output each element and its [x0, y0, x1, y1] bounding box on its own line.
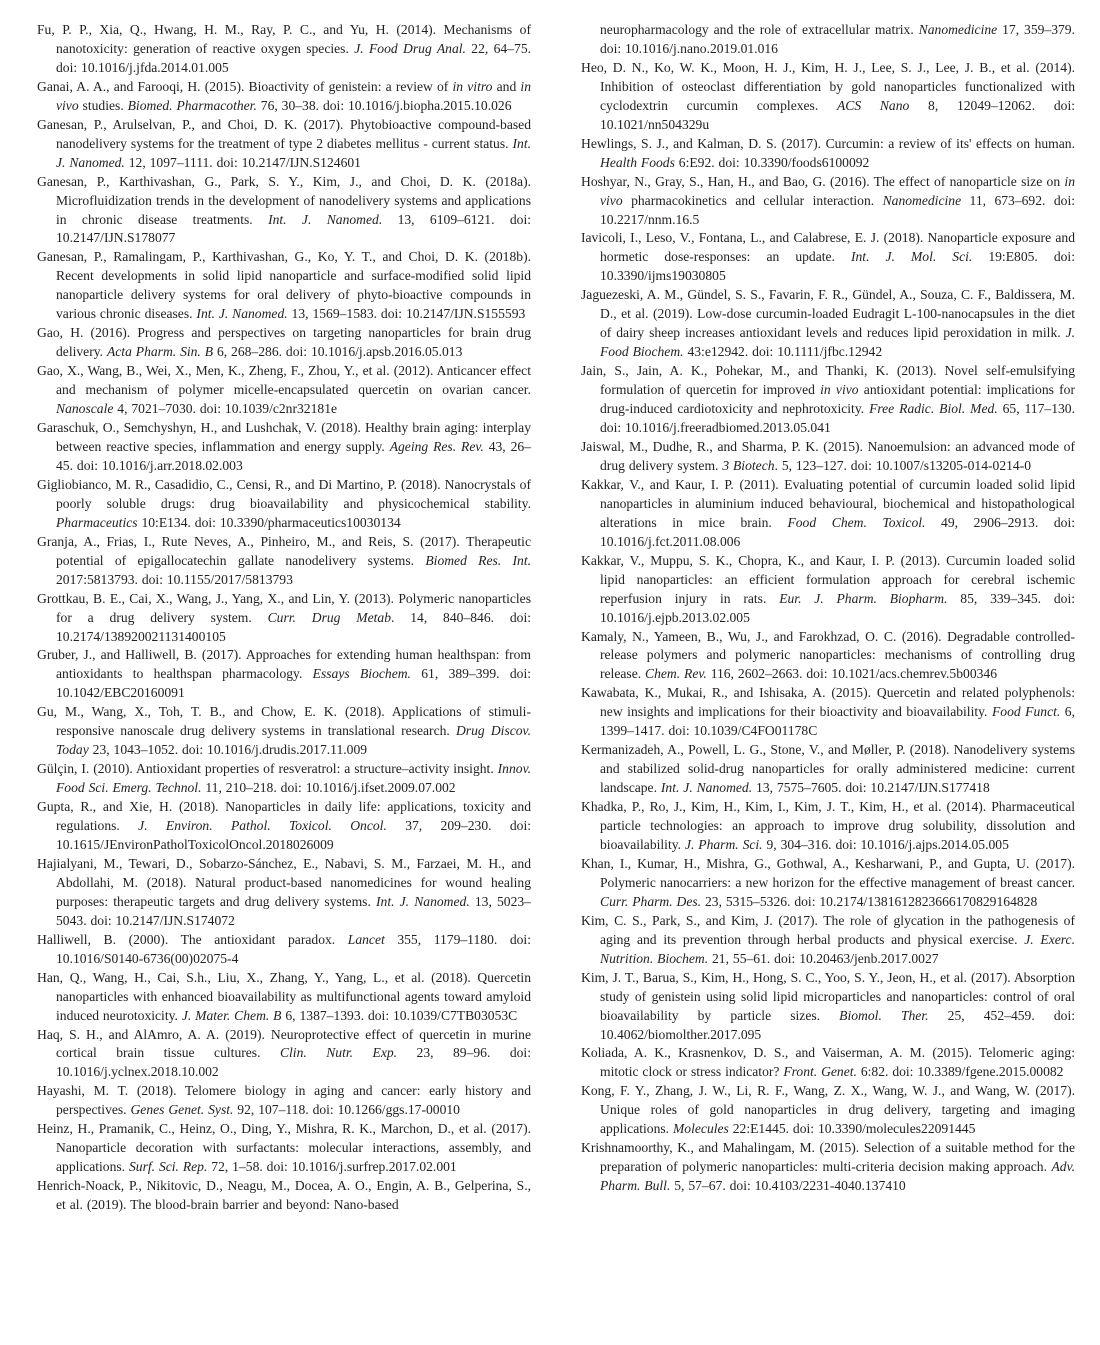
reference-entry: Kamaly, N., Yameen, B., Wu, J., and Farokhzad, O. C. (2016). Degradable controlled-release polymers and polymeric nanoparticles: mechanisms of controlling drug release. Chem. Rev. 116, 2602–2663. doi: 10.1021/acs.chemrev.5b00346	[581, 628, 1075, 682]
reference-entry: Hayashi, M. T. (2018). Telomere biology in aging and cancer: early history and perspectives. Genes Genet. Syst. 92, 107–118. doi: 10.1266/ggs.17-00010	[37, 1083, 531, 1118]
references-column-right	[581, 21, 1075, 1345]
reference-entry: Khan, I., Kumar, H., Mishra, G., Gothwal, A., Kesharwani, P., and Gupta, U. (2017). Polymeric nanocarriers: a new horizon for the effective management of breast cancer. Curr. Pharm. Des. 23, 5315–5326. doi: 10.2174/1381612823666170829164828	[581, 855, 1075, 909]
reference-entry: Jaiswal, M., Dudhe, R., and Sharma, P. K. (2015). Nanoemulsion: an advanced mode of drug delivery system. 3 Biotech. 5, 123–127. doi: 10.1007/s13205-014-0214-0	[581, 438, 1075, 473]
reference-entry: Fu, P. P., Xia, Q., Hwang, H. M., Ray, P. C., and Yu, H. (2014). Mechanisms of nanotoxicity: generation of reactive oxygen species. J. Food Drug Anal. 22, 64–75. doi: 10.1016/j.jfda.2014.01.005	[37, 22, 532, 75]
reference-entry: Halliwell, B. (2000). The antioxidant paradox. Lancet 355, 1179–1180. doi: 10.1016/S0140-6736(00)02075-4	[37, 931, 531, 966]
reference-entry: Gao, X., Wang, B., Wei, X., Men, K., Zheng, F., Zhou, Y., et al. (2012). Anticancer effect and mechanism of polymer micelle-encapsulated quercetin on ovarian cancer. Nanoscale 4, 7021–7030. doi: 10.1039/c2nr32181e	[37, 363, 531, 417]
reference-entry: Hajialyani, M., Tewari, D., Sobarzo-Sánchez, E., Nabavi, S. M., Farzaei, M. H., and Abdollahi, M. (2018). Natural product-based nanomedicines for wound healing purposes: therapeutic targets and drug delivery systems. Int. J. Nanomed. 13, 5023–5043. doi: 10.2147/IJN.S174072	[37, 855, 531, 928]
reference-entry: Hoshyar, N., Gray, S., Han, H., and Bao, G. (2016). The effect of nanoparticle size on in vivo pharmacokinetics and cellular interaction. Nanomedicine 11, 673–692. doi: 10.2217/nnm.16.5	[581, 173, 1075, 227]
reference-entry: Gruber, J., and Halliwell, B. (2017). Approaches for extending human healthspan: from antioxidants to healthspan pharmacology. Essays Biochem. 61, 389–399. doi: 10.1042/EBC20160091	[37, 647, 531, 701]
reference-entry: Gülçin, I. (2010). Antioxidant properties of resveratrol: a structure–activity insight. Innov. Food Sci. Emerg. Technol. 11, 210–218. doi: 10.1016/j.ifset.2009.07.002	[37, 761, 531, 796]
reference-entry: Hewlings, S. J., and Kalman, D. S. (2017). Curcumin: a review of its' effects on human. Health Foods 6:E92. doi: 10.3390/foods6100092	[581, 135, 1075, 170]
reference-entry: Ganesan, P., Ramalingam, P., Karthivashan, G., Ko, Y. T., and Choi, D. K. (2018b). Recent developments in solid lipid nanoparticle and surface-modified solid lipid nanoparticle delivery systems for oral delivery of phyto-bioactive compounds in various chronic diseases. Int. J. Nanomed. 13, 1569–1583. doi: 10.2147/IJN.S155593	[37, 249, 531, 322]
reference-entry: Granja, A., Frias, I., Rute Neves, A., Pinheiro, M., and Reis, S. (2017). Therapeutic potential of epigallocatechin gallate nanodelivery systems. Biomed Res. Int. 2017:5813793. doi: 10.1155/2017/5813793	[37, 533, 531, 587]
reference-entry: Gupta, R., and Xie, H. (2018). Nanoparticles in daily life: applications, toxicity and regulations. J. Environ. Pathol. Toxicol. Oncol. 37, 209–230. doi: 10.1615/JEnvironPatholToxicolOncol.2018026009	[37, 799, 532, 852]
reference-entry: Gao, H. (2016). Progress and perspectives on targeting nanoparticles for brain drug delivery. Acta Pharm. Sin. B 6, 268–286. doi: 10.1016/j.apsb.2016.05.013	[37, 325, 531, 360]
reference-entry: Gu, M., Wang, X., Toh, T. B., and Chow, E. K. (2018). Applications of stimuli-responsive nanoscale drug delivery systems in translational research. Drug Discov. Today 23, 1043–1052. doi: 10.1016/j.drudis.2017.11.009	[37, 704, 531, 758]
reference-entry: Krishnamoorthy, K., and Mahalingam, M. (2015). Selection of a suitable method for the preparation of polymeric nanoparticles: multi-criteria decision making approach. Adv. Pharm. Bull. 5, 57–67. doi: 10.4103/2231-4040.137410	[581, 1140, 1075, 1194]
reference-entry: Henrich-Noack, P., Nikitovic, D., Neagu, M., Docea, A. O., Engin, A. B., Gelperina, S., et al. (2019). The blood-brain barrier and beyond: Nano-based	[37, 1178, 531, 1213]
reference-entry: Haq, S. H., and AlAmro, A. A. (2019). Neuroprotective effect of quercetin in murine cortical brain tissue cultures. Clin. Nutr. Exp. 23, 89–96. doi: 10.1016/j.yclnex.2018.10.002	[37, 1026, 531, 1080]
reference-entry: Gigliobianco, M. R., Casadidio, C., Censi, R., and Di Martino, P. (2018). Nanocrystals of poorly soluble drugs: drug bioavailability and physicochemical stability. Pharmaceutics 10:E134. doi: 10.3390/pharmaceutics10030134	[37, 476, 531, 530]
reference-entry: Kawabata, K., Mukai, R., and Ishisaka, A. (2015). Quercetin and related polyphenols: new insights and implications for their bioactivity and bioavailability. Food Funct. 6, 1399–1417. doi: 10.1039/C4FO01178C	[581, 685, 1076, 739]
reference-entry: Jain, S., Jain, A. K., Pohekar, M., and Thanki, K. (2013). Novel self-emulsifying formulation of quercetin for improved in vivo antioxidant potential: implications for drug-induced cardiotoxicity and nephrotoxicity. Free Radic. Biol. Med. 65, 117–130. doi: 10.1016/j.freeradbiomed.2013.05.041	[581, 363, 1075, 436]
reference-entry: Kim, C. S., Park, S., and Kim, J. (2017). The role of glycation in the pathogenesis of aging and its prevention through herbal products and physical exercise. J. Exerc. Nutrition. Biochem. 21, 55–61. doi: 10.20463/jenb.2017.0027	[581, 912, 1075, 966]
reference-entry: Heo, D. N., Ko, W. K., Moon, H. J., Kim, H. J., Lee, S. J., Lee, J. B., et al. (2014). Inhibition of osteoclast differentiation by gold nanoparticles functionalized with cyclodextrin curcumin complexes. ACS Nano 8, 12049–12062. doi: 10.1021/nn504329u	[581, 59, 1075, 132]
reference-entry: Garaschuk, O., Semchyshyn, H., and Lushchak, V. (2018). Healthy brain aging: interplay between reactive species, inflammation and energy supply. Ageing Res. Rev. 43, 26–45. doi: 10.1016/j.arr.2018.02.003	[37, 420, 531, 473]
reference-entry-continuation: neuropharmacology and the role of extracellular matrix. Nanomedicine 17, 359–379. doi: 10.1016/j.nano.2019.01.016	[600, 22, 1075, 56]
reference-entry: Ganai, A. A., and Farooqi, H. (2015). Bioactivity of genistein: a review of in vitro and in vivo studies. Biomed. Pharmacother. 76, 30–38. doi: 10.1016/j.biopha.2015.10.026	[37, 78, 531, 113]
reference-entry: Kakkar, V., Muppu, S. K., Chopra, K., and Kaur, I. P. (2013). Curcumin loaded solid lipid nanoparticles: an efficient formulation approach for cerebral ischemic reperfusion injury in rats. Eur. J. Pharm. Biopharm. 85, 339–345. doi: 10.1016/j.ejpb.2013.02.005	[581, 552, 1076, 625]
reference-entry: Han, Q., Wang, H., Cai, S.h., Liu, X., Zhang, Y., Yang, L., et al. (2018). Quercetin nanoparticles with enhanced bioavailability as multifunctional agents toward amyloid induced neurotoxicity. J. Mater. Chem. B 6, 1387–1393. doi: 10.1039/C7TB03053C	[37, 969, 531, 1023]
reference-entry: Kermanizadeh, A., Powell, L. G., Stone, V., and Møller, P. (2018). Nanodelivery systems and stabilized solid-drug nanoparticles for orally administered medicine: current landscape. Int. J. Nanomed. 13, 7575–7605. doi: 10.2147/IJN.S177418	[581, 742, 1075, 796]
reference-entry: Iavicoli, I., Leso, V., Fontana, L., and Calabrese, E. J. (2018). Nanoparticle exposure and hormetic dose-responses: an update. Int. J. Mol. Sci. 19:E805. doi: 10.3390/ijms19030805	[581, 230, 1075, 284]
references-column-left	[37, 21, 531, 1345]
reference-entry: Kim, J. T., Barua, S., Kim, H., Hong, S. C., Yoo, S. Y., Jeon, H., et al. (2017). Absorption study of genistein using solid lipid microparticles and nanoparticles: control of oral bioavailability by particle sizes. Biomol. Ther. 25, 452–459. doi: 10.4062/biomolther.2017.095	[581, 969, 1075, 1042]
reference-entry: Ganesan, P., Arulselvan, P., and Choi, D. K. (2017). Phytobioactive compound-based nanodelivery systems for the treatment of type 2 diabetes mellitus - current status. Int. J. Nanomed. 12, 1097–1111. doi: 10.2147/IJN.S124601	[37, 116, 531, 170]
reference-entry: Ganesan, P., Karthivashan, G., Park, S. Y., Kim, J., and Choi, D. K. (2018a). Microfluidization trends in the development of nanodelivery systems and applications in chronic disease treatments. Int. J. Nanomed. 13, 6109–6121. doi: 10.2147/IJN.S178077	[37, 173, 532, 246]
reference-entry: Kong, F. Y., Zhang, J. W., Li, R. F., Wang, Z. X., Wang, W. J., and Wang, W. (2017). Unique roles of gold nanoparticles in drug delivery, targeting and imaging applications. Molecules 22:E1445. doi: 10.3390/molecules22091445	[581, 1083, 1075, 1137]
reference-entry: Kakkar, V., and Kaur, I. P. (2011). Evaluating potential of curcumin loaded solid lipid nanoparticles in aluminium induced behavioural, biochemical and histopathological alterations in mice brain. Food Chem. Toxicol. 49, 2906–2913. doi: 10.1016/j.fct.2011.08.006	[581, 476, 1075, 549]
reference-entry: Koliada, A. K., Krasnenkov, D. S., and Vaiserman, A. M. (2015). Telomeric aging: mitotic clock or stress indicator? Front. Genet. 6:82. doi: 10.3389/fgene.2015.00082	[581, 1045, 1075, 1080]
reference-entry: Heinz, H., Pramanik, C., Heinz, O., Ding, Y., Mishra, R. K., Marchon, D., et al. (2017). Nanoparticle decoration with surfactants: molecular interactions, assembly, and applications. Surf. Sci. Rep. 72, 1–58. doi: 10.1016/j.surfrep.2017.02.001	[37, 1121, 531, 1175]
reference-entry: Khadka, P., Ro, J., Kim, H., Kim, I., Kim, J. T., Kim, H., et al. (2014). Pharmaceutical particle technologies: an approach to improve drug solubility, dissolution and bioavailability. J. Pharm. Sci. 9, 304–316. doi: 10.1016/j.ajps.2014.05.005	[581, 799, 1075, 852]
reference-entry: Jaguezeski, A. M., Gündel, S. S., Favarin, F. R., Gündel, A., Souza, C. F., Baldissera, M. D., et al. (2019). Low-dose curcumin-loaded Eudragit L-100-nanocapsules in the diet of dairy sheep increases antioxidant levels and reduces lipid peroxidation in milk. J. Food Biochem. 43:e12942. doi: 10.1111/jfbc.12942	[581, 287, 1075, 360]
reference-entry: Grottkau, B. E., Cai, X., Wang, J., Yang, X., and Lin, Y. (2013). Polymeric nanoparticles for a drug delivery system. Curr. Drug Metab. 14, 840–846. doi: 10.2174/138920021131400105	[37, 590, 531, 644]
